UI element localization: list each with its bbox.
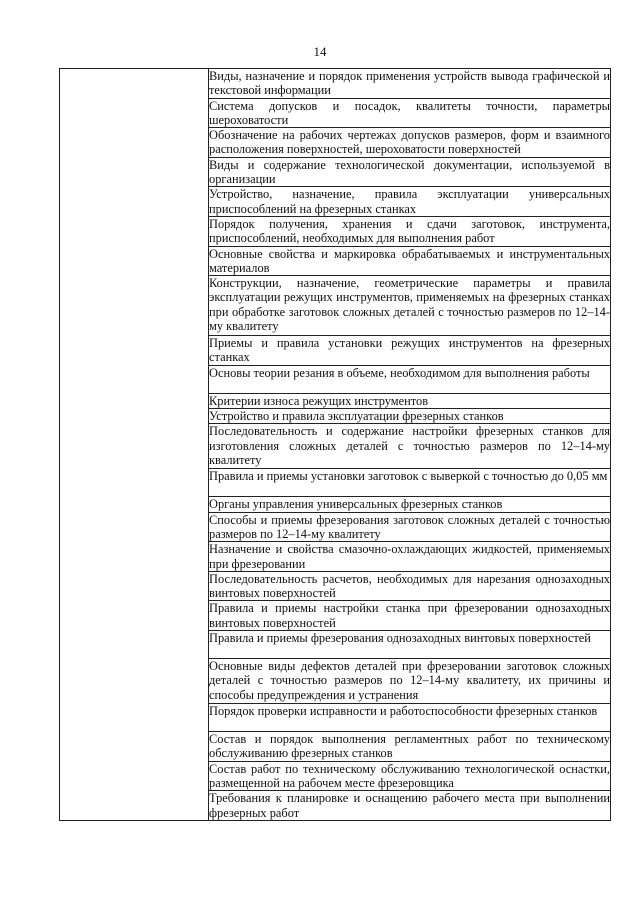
table-cell: Обозначение на рабочих чертежах допусков размеров, форм и взаимного расположения поверхностей, шероховатости поверхностей bbox=[209, 128, 610, 157]
page-number: 14 bbox=[313, 44, 327, 59]
table-cell: Порядок проверки исправности и работоспособности фрезерных станков bbox=[209, 704, 611, 732]
table-cell: Последовательность расчетов, необходимых для нарезания однозаходных винтовых поверхностей bbox=[209, 571, 610, 601]
table-cell: Виды и содержание технологической документации, используемой в организации bbox=[209, 157, 610, 187]
table-cell: Основы теории резания в объеме, необходимом для выполнения работы bbox=[209, 365, 611, 393]
table-cell: Способы и приемы фрезерования заготовок сложных деталей с точностью размеров по 12–14-му квалитету bbox=[209, 512, 610, 541]
table-cell: Состав работ по техническому обслуживанию технологической оснастки, размещенной на рабочем месте фрезеровщика bbox=[209, 761, 610, 790]
table-cell: Приемы и правила установки режущих инструментов на фрезерных станках bbox=[209, 336, 610, 365]
table-cell: Виды, назначение и порядок применения устройств вывода графической и текстовой информации bbox=[209, 69, 610, 98]
table-cell: Правила и приемы настройки станка при фрезеровании однозаходных винтовых поверхностей bbox=[209, 601, 610, 630]
table-cell: Основные свойства и маркировка обрабатываемых и инструментальных материалов bbox=[209, 246, 610, 275]
table-cell: Состав и порядок выполнения регламентных работ по техническому обслуживанию фрезерных станков bbox=[209, 732, 610, 761]
table-cell: Последовательность и содержание настройки фрезерных станков для изготовления сложных деталей с точностью размеров по 12–14-му квалитету bbox=[209, 424, 610, 467]
table-cell: Правила и приемы фрезерования однозаходных винтовых поверхностей bbox=[209, 631, 611, 659]
table-cell: Порядок получения, хранения и сдачи заготовок, инструмента, приспособлений, необходимых для выполнения работ bbox=[209, 216, 610, 246]
label-column-cell bbox=[60, 69, 209, 821]
table-cell: Критерии износа режущих инструментов bbox=[209, 393, 611, 408]
table-cell: Конструкции, назначение, геометрические параметры и правила эксплуатации режущих инструментов, применяемых на фрезерных станках при обработке заготовок сложных деталей с точностью размеров по 12–14-му квалитету bbox=[209, 276, 611, 336]
table-cell: Устройство и правила эксплуатации фрезерных станков bbox=[209, 409, 611, 424]
requirements-table bbox=[59, 68, 611, 821]
table-cell: Назначение и свойства смазочно-охлаждающих жидкостей, применяемых при фрезеровании bbox=[209, 542, 610, 571]
table-cell: Правила и приемы установки заготовок с выверкой с точностью до 0,05 мм bbox=[209, 469, 611, 497]
table-row bbox=[60, 69, 611, 99]
table-cell: Система допусков и посадок, квалитеты точности, параметры шероховатости bbox=[209, 98, 610, 127]
table-cell: Основные виды дефектов деталей при фрезеровании заготовок сложных деталей с точностью размеров по 12–14-му квалитету, их причины и способы предупреждения и устранения bbox=[209, 659, 610, 702]
table-cell: Устройство, назначение, правила эксплуатации универсальных приспособлений на фрезерных станках bbox=[209, 187, 610, 216]
table-cell: Требования к планировке и оснащению рабочего места при выполнении фрезерных работ bbox=[209, 791, 610, 820]
table-cell: Органы управления универсальных фрезерных станков bbox=[209, 497, 611, 512]
